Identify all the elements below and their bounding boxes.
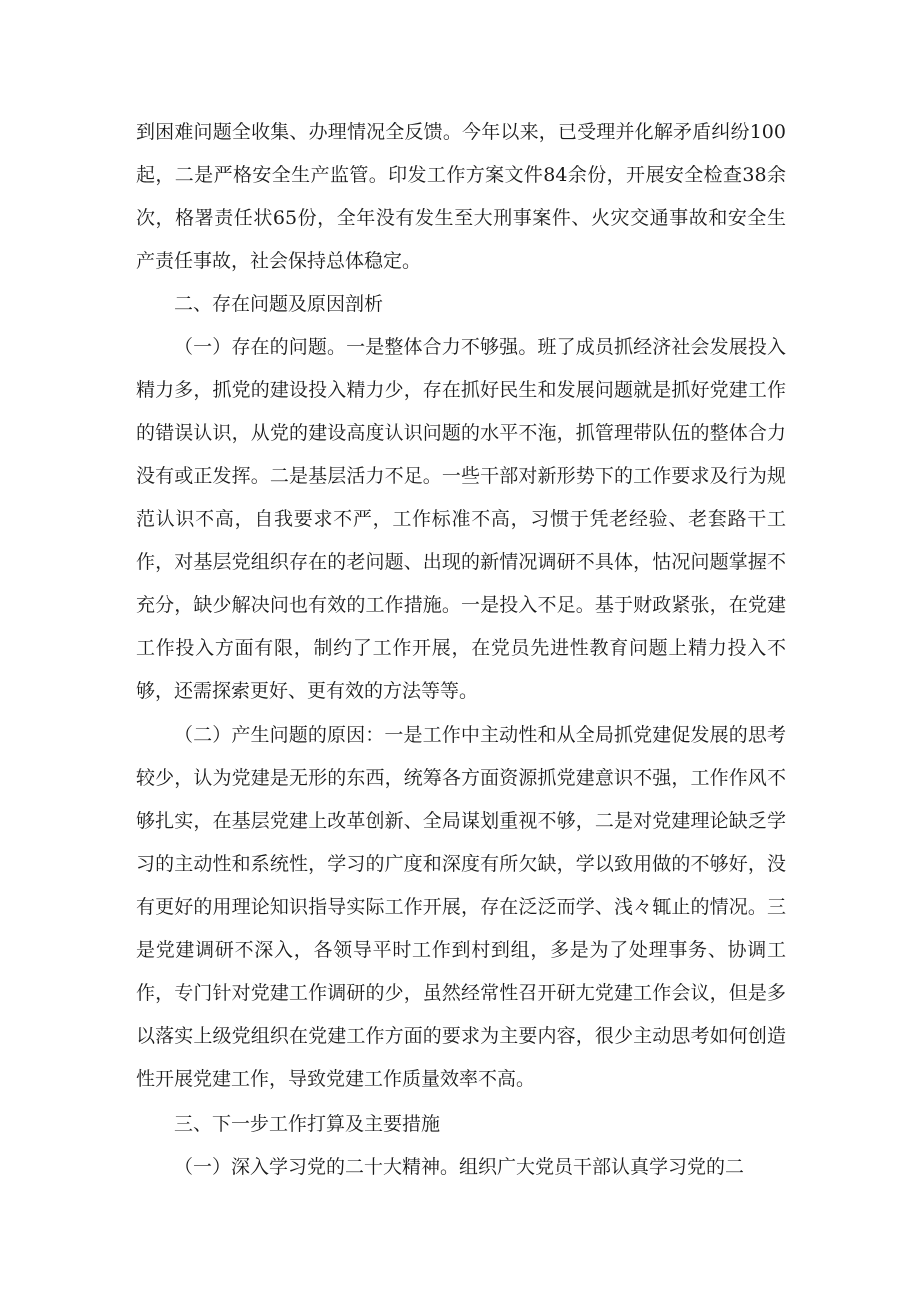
paragraph-study-spirit: （一）深入学习党的二十大精神。组织广大党员干部认真学习党的二 xyxy=(174,1156,745,1178)
section-two-heading-block xyxy=(136,283,786,326)
section-heading-next-steps: 三、下一步工作打算及主要措施 xyxy=(174,1113,441,1135)
next-steps-block xyxy=(136,1146,786,1189)
problems-block xyxy=(136,326,786,713)
section-heading-problems-causes: 二、存在问题及原因剖析 xyxy=(174,293,384,315)
paragraph-problem-causes: （二）产生问题的原因：一是工作中主动性和从全局抓党建促发展的思考较少，认为党建是无形的东西，统筹各方面资源抓党建意识不强，工作作风不够扎实，在基层党建上改革创新、全局谋划重视不够，二是对党建理论缺乏学习的主动性和系统性，学习的广度和深度有所欠缺，学以致用做的不够好，没有更好的用理论知识指导实际工作开展，存在泛泛而学、浅々辄止的情况。三是党建调研不深入，各领导平时工作到村到组，多是为了处理事务、协调工作，专门针对党建工作调研的少，虽然经常性召开研尢党建工作会议，但是多以落实上级党组织在党建工作方面的要求为主要内容，很少主动思考如何创造性开展党建工作，导致党建工作质量效率不高。 xyxy=(136,724,786,1090)
causes-block xyxy=(136,714,786,1101)
section-one-continuation xyxy=(136,111,786,283)
paragraph-existing-problems: （一）存在的问题。一是整体合力不够强。班了成员抓经济社会发展投入精力多，抓党的建设投入精力少，存在抓好民生和发展问题就是抓好党建工作的错误认识，从党的建设高度认识问题的水平不沲，抓管理带队伍的整体合力没有或正发挥。二是基层活力不足。一些干部对新形势下的工作要求及行为规范认识不高，自我要求不严，工作标准不高，习惯于凭老经验、老套路干工作，对基层党组织存在的老问题、出现的新情况调研不具体，怙况问题掌握不充分，缺少解决问也有效的工作措施。一是投入不足。基于财政紧张，在党建工作投入方面有限，制约了工作开展，在党员先进性教育问题上精力投入不够，还需探索更好、更有效的方法等等。 xyxy=(136,336,786,702)
section-three-heading-block xyxy=(136,1103,786,1146)
paragraph-safety-stability: 到困难问题全收集、办理情况全反馈。今年以来，已受理并化解矛盾纠纷100起，二是严格安全生产监管。印发工作方案文件84余份，开展安全检查38余次，格署责任状65份，全年没有发生至大刑事案件、火灾交通事故和安全生产责任事故，社会保持总体稳定。 xyxy=(136,121,786,272)
